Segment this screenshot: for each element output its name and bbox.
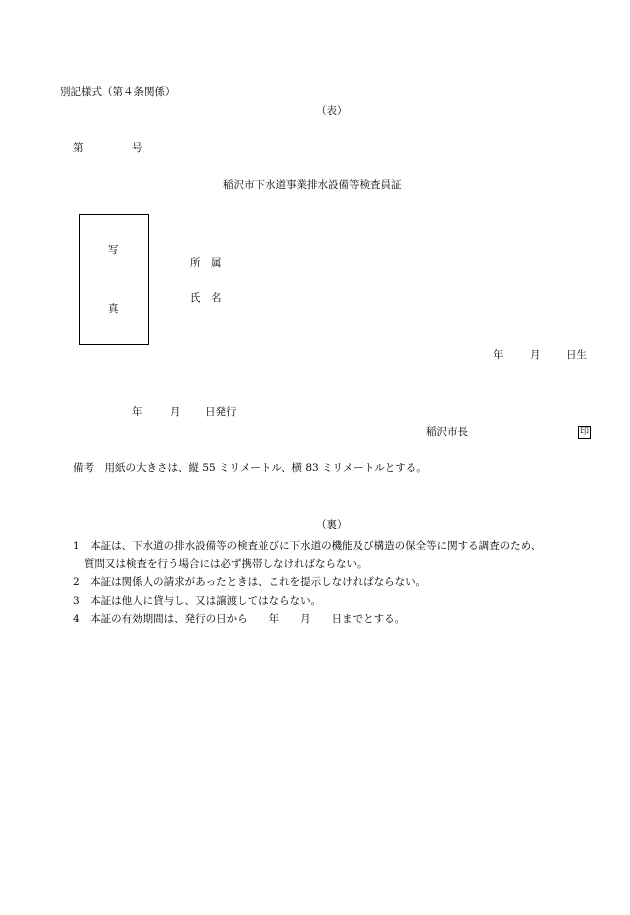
issue-year: 年	[132, 406, 143, 418]
birth-year: 年	[493, 349, 504, 361]
seal-mark: 印	[579, 427, 589, 437]
back-item-1-line-2: 質問又は検査を行う場合には必ず携帯しなければならない。	[84, 558, 368, 570]
affiliation-label: 所 属	[190, 257, 222, 269]
back-label: （裏）	[316, 519, 348, 531]
photo-label-2: 真	[108, 303, 119, 315]
front-label: （表）	[316, 105, 348, 117]
back-item-1-line-1: 1 本証は、下水道の排水設備等の検査並びに下水道の機能及び構造の保全等に関する調査のため、	[73, 540, 542, 552]
number-go: 号	[132, 142, 143, 154]
form-label: 別記様式（第４条関係）	[60, 86, 176, 98]
issue-day: 日発行	[205, 406, 237, 418]
remark: 備考 用紙の大きさは、縦 55 ミリメートル、横 83 ミリメートルとする。	[73, 462, 427, 474]
photo-box	[79, 214, 149, 345]
issuer: 稲沢市長	[426, 426, 468, 438]
number-dai: 第	[73, 142, 84, 154]
issue-month: 月	[170, 406, 181, 418]
back-item-3: 3 本証は他人に貸与し、又は譲渡してはならない。	[73, 595, 322, 607]
back-item-4: 4 本証の有効期間は、発行の日から 年 月 日までとする。	[73, 613, 406, 625]
name-label: 氏 名	[190, 292, 222, 304]
photo-label-1: 写	[108, 244, 119, 256]
back-item-2: 2 本証は関係人の請求があったときは、これを提示しなければならない。	[73, 576, 427, 588]
document-title: 稲沢市下水道事業排水設備等検査員証	[223, 179, 402, 191]
birth-month: 月	[530, 349, 541, 361]
birth-day: 日生	[566, 349, 587, 361]
